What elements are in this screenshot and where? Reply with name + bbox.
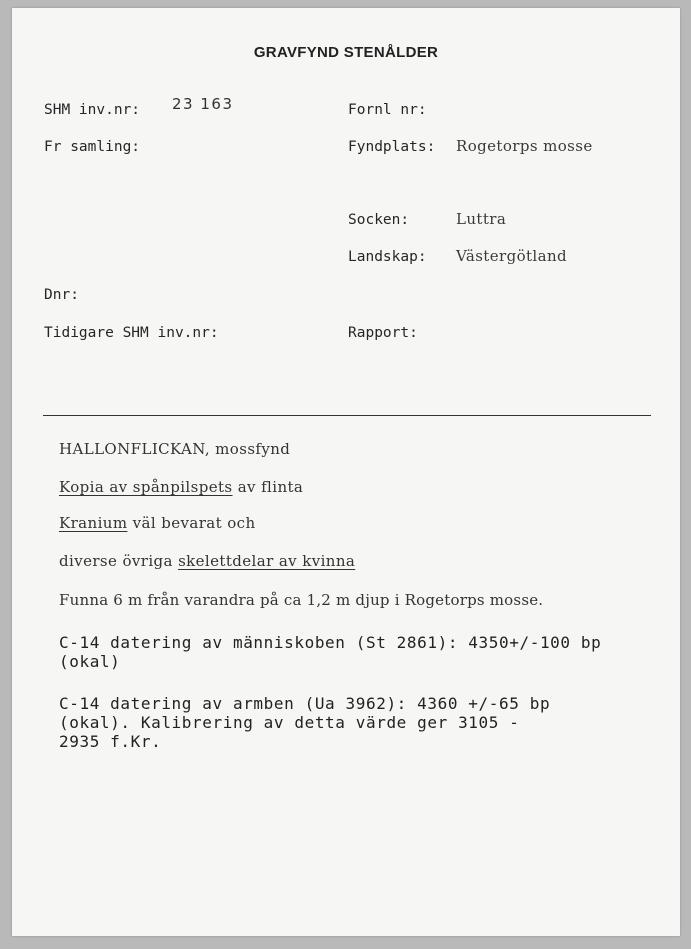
description-line-5: Funna 6 m från varandra på ca 1,2 m djup i Rogetorps mosse. [59,591,544,609]
fr-samling-label: Fr samling: [44,139,141,155]
description-line-2-underlined: Kopia av spånpilspets [59,478,233,496]
description-line-4-underlined: skelettdelar av kvinna [178,552,356,570]
description-line-4 [59,552,355,570]
c14-dating-first: C-14 datering av människoben (St 2861): 4350+/-100 bp (okal) [59,633,602,671]
socken-value: Luttra [456,210,507,228]
description-line-3-underlined: Kranium [59,514,128,532]
catalog-card [12,8,680,936]
card-title: GRAVFYND STENÅLDER [253,44,439,61]
description-line-2 [59,478,303,496]
c14-dating-second: C-14 datering av armben (Ua 3962): 4360 +/-65 bp (okal). Kalibrering av detta värde ger 3105 - 2935 f.Kr. [59,694,551,751]
description-line-4-start: diverse övriga [59,552,179,570]
landskap-value: Västergötland [456,247,568,265]
tidigare-shm-inv-nr-label: Tidigare SHM inv.nr: [44,325,219,341]
landskap-label: Landskap: [348,249,427,265]
description-line-3 [59,514,256,532]
description-line-3-rest: väl bevarat och [127,514,256,532]
shm-inv-nr-label: SHM inv.nr: [44,102,141,118]
rapport-label: Rapport: [348,325,418,341]
shm-inv-nr-value: 23 163 [172,95,234,113]
description-line-2-rest: av flinta [232,478,304,496]
fyndplats-value: Rogetorps mosse [456,137,593,155]
fornl-nr-label: Fornl nr: [348,102,427,118]
section-divider [43,415,651,416]
socken-label: Socken: [348,212,410,228]
dnr-label: Dnr: [44,287,79,303]
description-line-1: HALLONFLICKAN, mossfynd [59,440,291,458]
fyndplats-label: Fyndplats: [348,139,436,155]
